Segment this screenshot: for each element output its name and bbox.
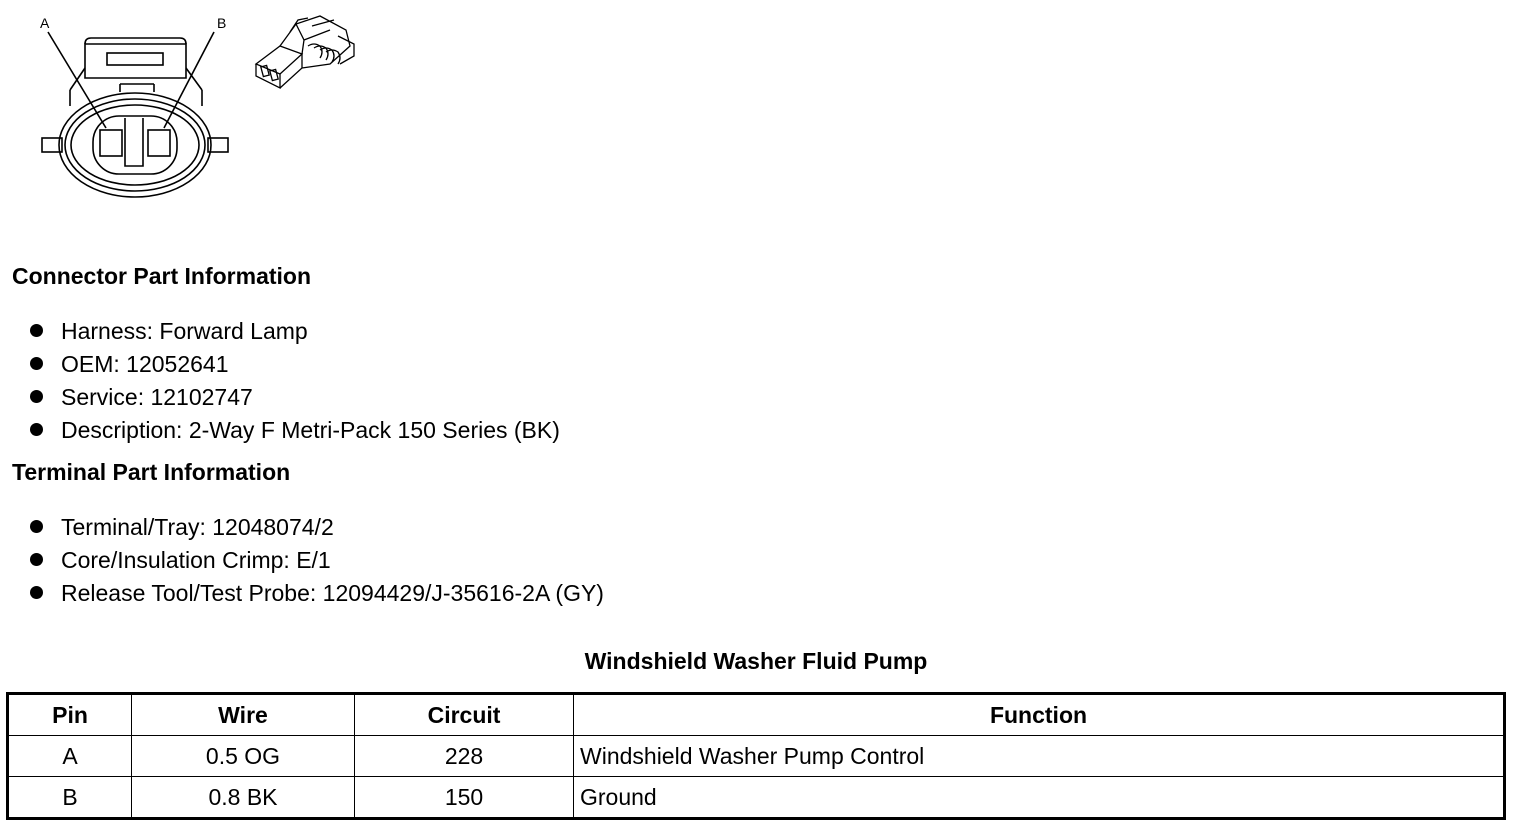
bullet-icon [30, 553, 43, 566]
connector-3d-illustration-icon [250, 6, 360, 96]
terminal-tray: Terminal/Tray: 12048074/2 [61, 514, 334, 540]
pin-label-b: B [217, 15, 227, 31]
header-circuit: Circuit [355, 694, 574, 736]
connector-description: Description: 2-Way F Metri-Pack 150 Series (BK) [61, 417, 560, 443]
cell-wire: 0.8 BK [132, 777, 355, 819]
cell-circuit: 150 [355, 777, 574, 819]
table-header-row [8, 694, 1505, 736]
connector-service: Service: 12102747 [61, 384, 253, 410]
bullet-icon [30, 423, 43, 436]
terminal-release-tool: Release Tool/Test Probe: 12094429/J-35616-2A (GY) [61, 580, 604, 606]
pin-table [6, 692, 1506, 820]
table-row [8, 736, 1505, 777]
table-row [8, 777, 1505, 819]
cell-pin: B [8, 777, 132, 819]
cell-circuit: 228 [355, 736, 574, 777]
bullet-icon [30, 586, 43, 599]
cell-function: Ground [574, 777, 1505, 819]
bullet-icon [30, 520, 43, 533]
connector-oem: OEM: 12052641 [61, 351, 229, 377]
list-item [30, 315, 560, 348]
header-wire: Wire [132, 694, 355, 736]
terminal-info-heading: Terminal Part Information [12, 459, 291, 485]
cell-function: Windshield Washer Pump Control [574, 736, 1505, 777]
list-item [30, 348, 560, 381]
connector-info-list [30, 315, 560, 447]
bullet-icon [30, 324, 43, 337]
cell-pin: A [8, 736, 132, 777]
bullet-icon [30, 390, 43, 403]
bullet-icon [30, 357, 43, 370]
list-item [30, 511, 604, 544]
terminal-info-list [30, 511, 604, 610]
header-pin: Pin [8, 694, 132, 736]
connector-face-diagram-icon [30, 8, 270, 208]
list-item [30, 381, 560, 414]
header-function: Function [574, 694, 1505, 736]
cell-wire: 0.5 OG [132, 736, 355, 777]
pin-label-a: A [40, 15, 50, 31]
table-title: Windshield Washer Fluid Pump [584, 648, 928, 674]
list-item [30, 544, 604, 577]
connector-info-heading: Connector Part Information [12, 263, 312, 289]
list-item [30, 577, 604, 610]
terminal-crimp: Core/Insulation Crimp: E/1 [61, 547, 331, 573]
connector-harness: Harness: Forward Lamp [61, 318, 308, 344]
list-item [30, 414, 560, 447]
